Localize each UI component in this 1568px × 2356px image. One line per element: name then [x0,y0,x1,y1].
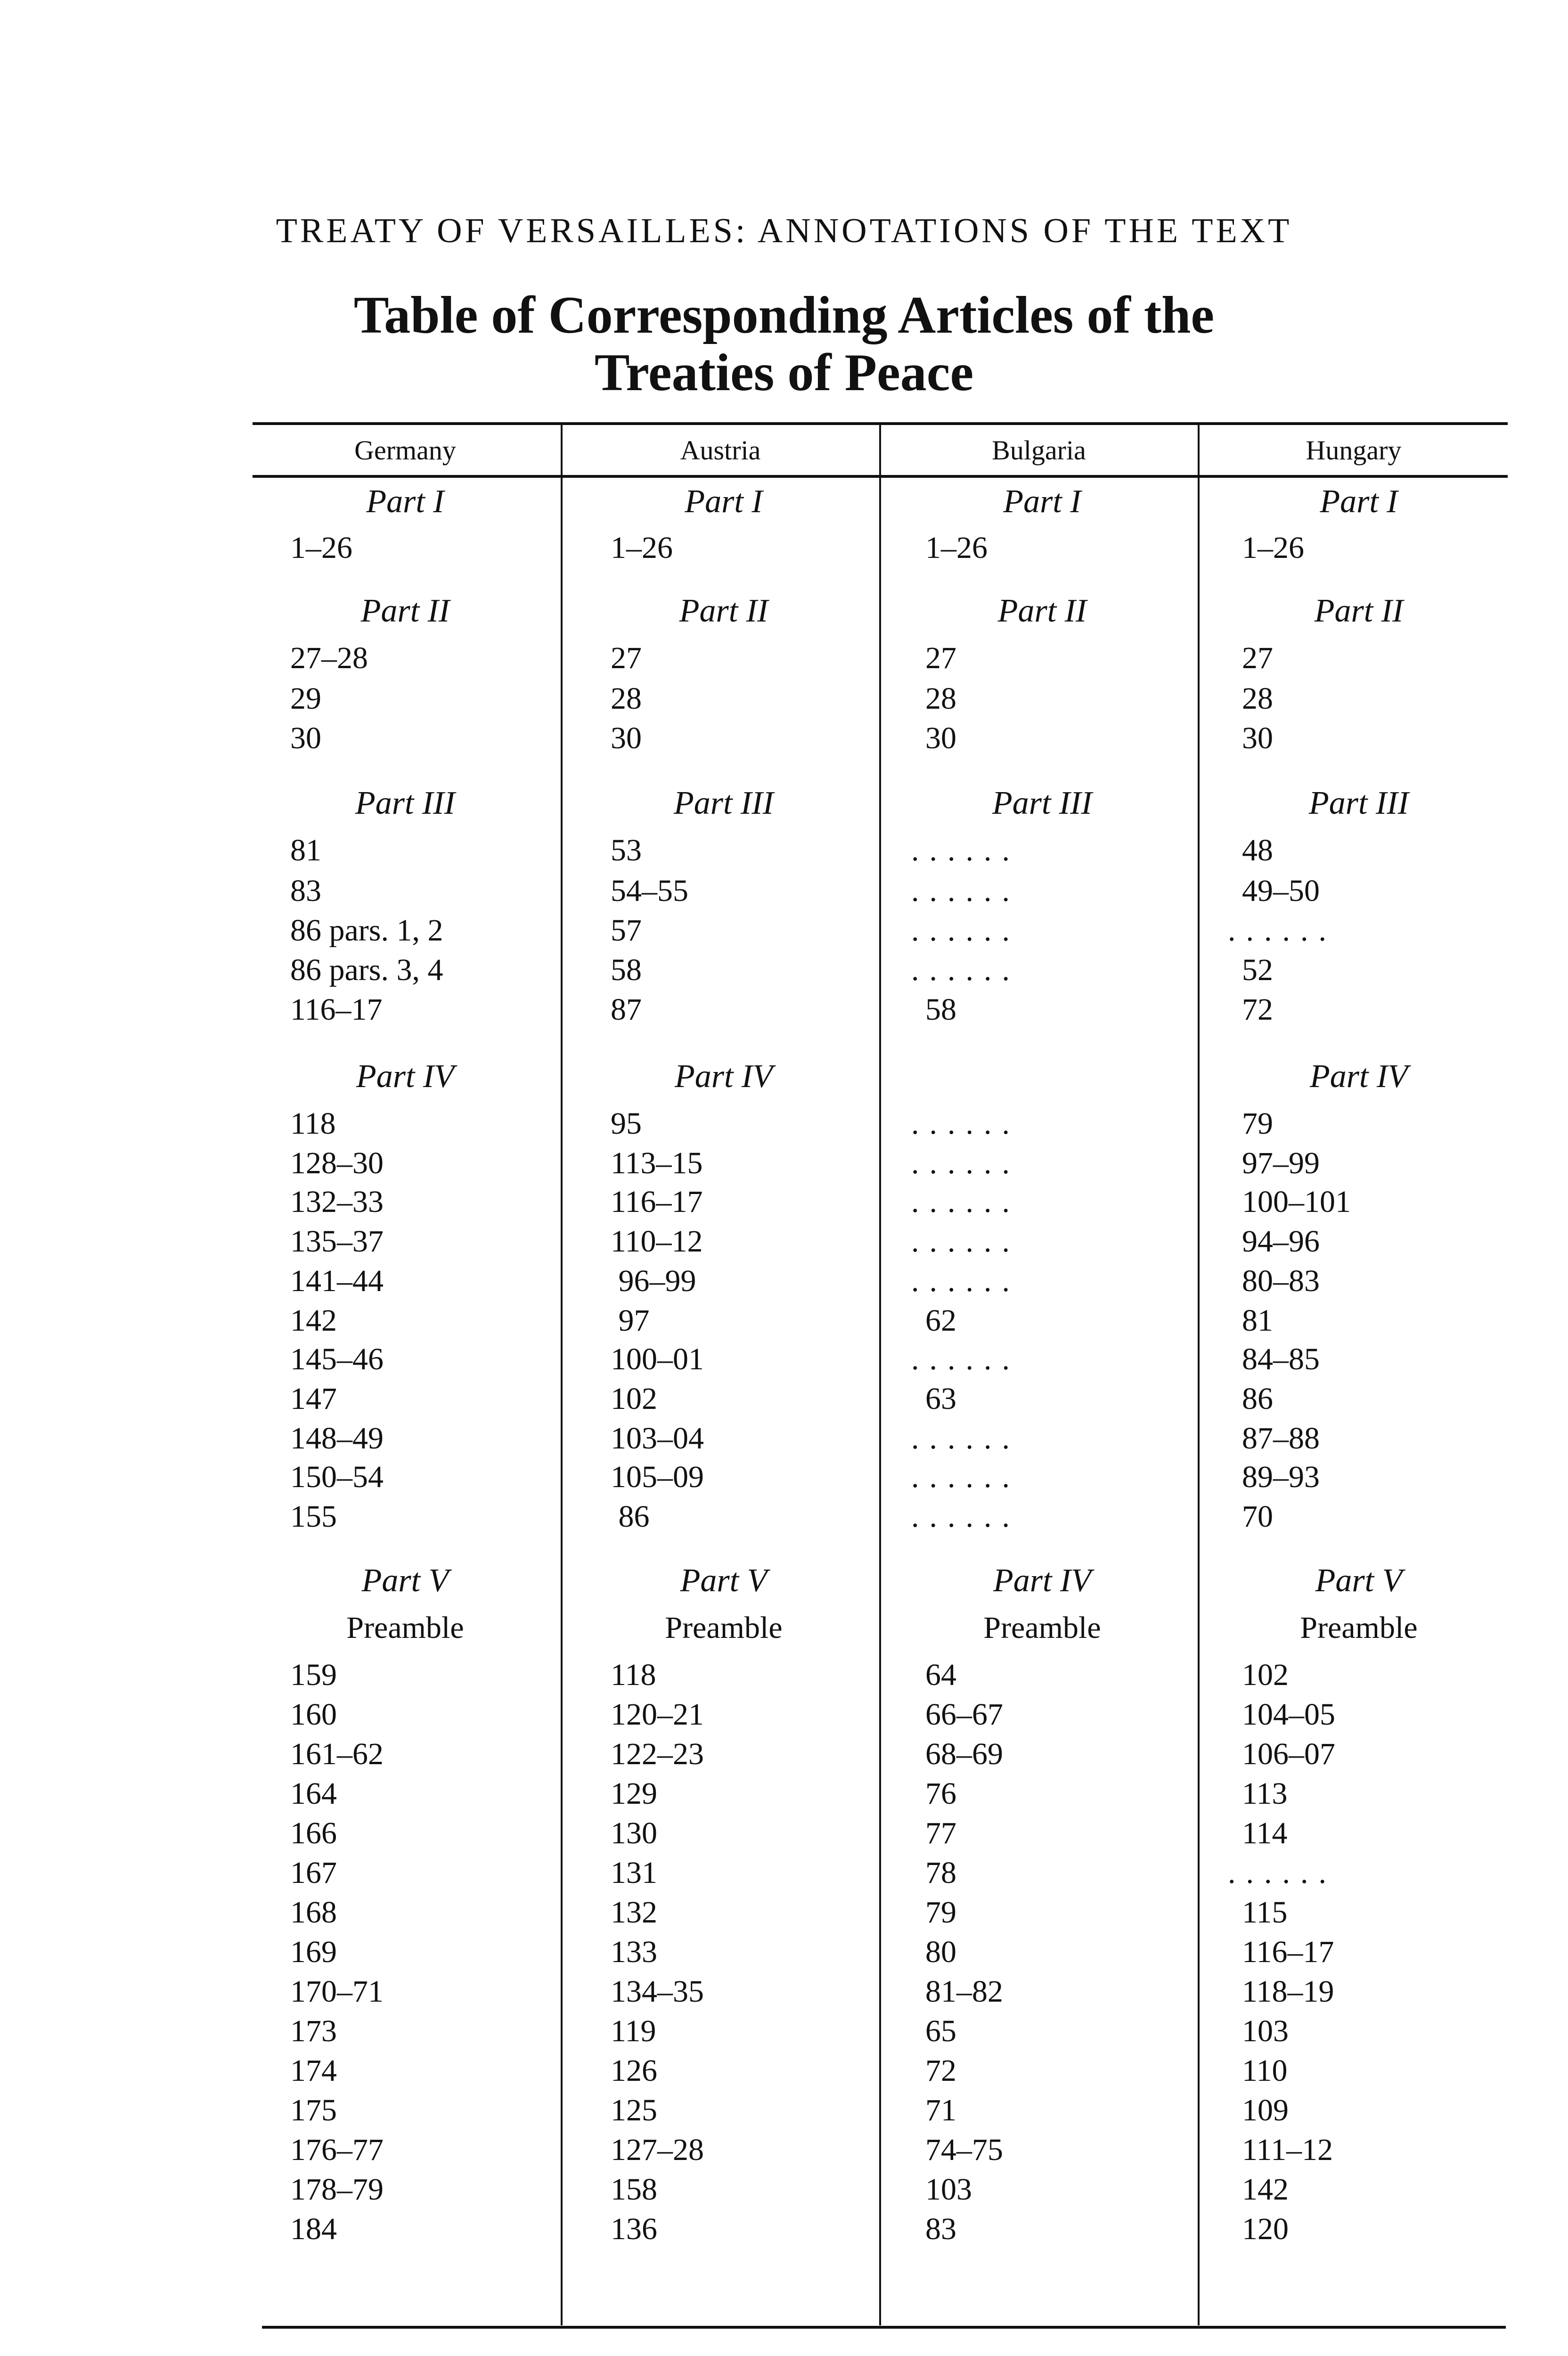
column-separator-2 [879,424,881,2325]
page-title [0,286,1568,401]
column-header-hungary: Hungary [1306,435,1402,466]
no-equivalent-dots: ...... [1228,913,1337,948]
article-cell: 159 [290,1658,337,1692]
article-cell: 81 [290,833,321,867]
article-cell: 97–99 [1242,1146,1320,1180]
article-cell: 28 [611,681,642,716]
part-heading: Part III [992,785,1092,821]
article-cell: 158 [611,2172,657,2207]
article-cell: 116–17 [290,992,383,1027]
article-cell: 170–71 [290,1974,384,2009]
article-cell: 166 [290,1816,337,1850]
article-cell: 66–67 [925,1697,1003,1732]
article-cell: 102 [1242,1658,1289,1692]
article-cell: 70 [1242,1499,1273,1534]
article-cell: 97 [611,1303,650,1338]
article-cell: 142 [290,1303,337,1338]
article-cell: 110 [1242,2053,1288,2088]
article-cell: 72 [925,2053,956,2088]
part-heading: Part I [366,483,444,520]
preamble-label: Preamble [1300,1611,1418,1645]
article-cell: 120 [1242,2212,1289,2246]
article-cell: 178–79 [290,2172,384,2207]
part-heading: Part IV [674,1058,773,1095]
no-equivalent-dots: ...... [911,1264,1020,1298]
article-cell: 118 [290,1106,336,1141]
article-cell: 80 [925,1935,956,1969]
part-heading: Part IV [993,1562,1092,1599]
part-heading: Part III [1309,785,1409,821]
part-heading: Part II [1314,593,1404,629]
article-cell: 79 [925,1895,956,1930]
no-equivalent-dots: ...... [911,1499,1020,1534]
no-equivalent-dots: ...... [911,1224,1020,1259]
article-cell: 126 [611,2053,657,2088]
part-heading: Part III [355,785,455,821]
article-cell: 174 [290,2053,337,2088]
article-cell: 30 [611,721,642,755]
article-cell: 114 [1242,1816,1288,1850]
article-cell: 109 [1242,2093,1289,2127]
title-line-1: Table of Corresponding Articles of the [353,286,1215,344]
article-cell: 86 pars. 1, 2 [290,913,443,948]
no-equivalent-dots: ...... [911,1106,1020,1141]
article-cell: 127–28 [611,2133,704,2167]
article-cell: 79 [1242,1106,1273,1141]
article-cell: 131 [611,1856,657,1890]
article-cell: 48 [1242,833,1273,867]
no-equivalent-dots: ...... [911,1460,1020,1494]
article-cell: 58 [611,953,642,987]
article-cell: 30 [1242,721,1273,755]
article-cell: 168 [290,1895,337,1930]
article-cell: 54–55 [611,874,688,908]
article-cell: 95 [611,1106,642,1141]
article-cell: 62 [925,1303,956,1338]
part-heading: Part V [1315,1562,1403,1599]
article-cell: 120–21 [611,1697,704,1732]
no-equivalent-dots: ...... [911,913,1020,948]
article-cell: 27–28 [290,641,368,675]
article-cell: 136 [611,2212,657,2246]
article-cell: 30 [290,721,321,755]
article-cell: 52 [1242,953,1273,987]
article-cell: 161–62 [290,1737,384,1771]
column-header-bulgaria: Bulgaria [992,435,1086,466]
article-cell: 111–12 [1242,2133,1333,2167]
article-cell: 87 [611,992,642,1027]
article-cell: 58 [925,992,956,1027]
article-cell: 118 [611,1658,656,1692]
article-cell: 104–05 [1242,1697,1335,1732]
article-cell: 148–49 [290,1421,384,1456]
part-heading: Part II [360,593,450,629]
article-cell: 184 [290,2212,337,2246]
article-cell: 113 [1242,1776,1288,1811]
no-equivalent-dots: ...... [1228,1856,1337,1890]
column-header-austria: Austria [680,435,761,466]
article-cell: 71 [925,2093,956,2127]
article-cell: 53 [611,833,642,867]
article-cell: 28 [1242,681,1273,716]
column-separator-3 [1198,424,1200,2325]
part-heading: Part V [680,1562,768,1599]
article-cell: 57 [611,913,642,948]
part-heading: Part IV [1309,1058,1408,1095]
article-cell: 81 [1242,1303,1273,1338]
article-cell: 173 [290,2014,337,2048]
article-cell: 1–26 [290,531,352,565]
article-cell: 129 [611,1776,657,1811]
no-equivalent-dots: ...... [911,874,1020,908]
title-line-2: Treaties of Peace [594,344,974,402]
article-cell: 64 [925,1658,956,1692]
article-cell: 115 [1242,1895,1288,1930]
article-cell: 83 [925,2212,956,2246]
article-cell: 116–17 [611,1185,703,1219]
article-cell: 27 [611,641,642,675]
article-cell: 175 [290,2093,337,2127]
article-cell: 106–07 [1242,1737,1335,1771]
article-cell: 76 [925,1776,956,1811]
article-cell: 128–30 [290,1146,384,1180]
no-equivalent-dots: ...... [911,1146,1020,1180]
article-cell: 81–82 [925,1974,1003,2009]
part-heading: Part III [674,785,774,821]
article-cell: 132 [611,1895,657,1930]
part-heading: Part V [361,1562,449,1599]
article-cell: 145–46 [290,1342,384,1376]
article-cell: 68–69 [925,1737,1003,1771]
article-cell: 80–83 [1242,1264,1320,1298]
part-heading: Part II [679,593,768,629]
article-cell: 103 [925,2172,972,2207]
article-cell: 118–19 [1242,1974,1334,2009]
article-cell: 49–50 [1242,874,1320,908]
article-cell: 155 [290,1499,337,1534]
article-cell: 74–75 [925,2133,1003,2167]
table-bottom-rule [262,2326,1506,2329]
article-cell: 130 [611,1816,657,1850]
article-cell: 86 [1242,1382,1273,1416]
article-cell: 1–26 [611,531,673,565]
article-cell: 122–23 [611,1737,704,1771]
column-header-germany: Germany [354,435,456,466]
part-heading: Part I [685,483,763,520]
article-cell: 119 [611,2014,656,2048]
article-cell: 132–33 [290,1185,384,1219]
article-cell: 142 [1242,2172,1289,2207]
article-cell: 86 [611,1499,650,1534]
column-separator-1 [561,424,563,2325]
no-equivalent-dots: ...... [911,833,1020,867]
preamble-label: Preamble [665,1611,783,1645]
article-cell: 83 [290,874,321,908]
article-cell: 89–93 [1242,1460,1320,1494]
article-cell: 27 [1242,641,1273,675]
article-cell: 1–26 [1242,531,1304,565]
part-heading: Part II [997,593,1087,629]
preamble-label: Preamble [346,1611,464,1645]
article-cell: 28 [925,681,956,716]
article-cell: 77 [925,1816,956,1850]
article-cell: 150–54 [290,1460,384,1494]
article-cell: 94–96 [1242,1224,1320,1259]
article-cell: 87–88 [1242,1421,1320,1456]
article-cell: 113–15 [611,1146,703,1180]
article-cell: 135–37 [290,1224,384,1259]
article-cell: 100–01 [611,1342,704,1376]
article-cell: 63 [925,1382,956,1416]
article-cell: 116–17 [1242,1935,1334,1969]
part-heading: Part IV [356,1058,455,1095]
no-equivalent-dots: ...... [911,953,1020,987]
article-cell: 133 [611,1935,657,1969]
article-cell: 1–26 [925,531,988,565]
part-heading: Part I [1320,483,1398,520]
running-head: TREATY OF VERSAILLES: ANNOTATIONS OF THE TEXT [276,212,1292,250]
article-cell: 147 [290,1382,337,1416]
no-equivalent-dots: ...... [911,1342,1020,1376]
preamble-label: Preamble [983,1611,1101,1645]
article-cell: 30 [925,721,956,755]
no-equivalent-dots: ...... [911,1185,1020,1219]
article-cell: 160 [290,1697,337,1732]
article-cell: 105–09 [611,1460,704,1494]
article-cell: 125 [611,2093,657,2127]
article-cell: 169 [290,1935,337,1969]
article-cell: 72 [1242,992,1273,1027]
article-cell: 29 [290,681,321,716]
article-cell: 167 [290,1856,337,1890]
article-cell: 84–85 [1242,1342,1320,1376]
article-cell: 102 [611,1382,657,1416]
article-cell: 65 [925,2014,956,2048]
article-cell: 141–44 [290,1264,384,1298]
article-cell: 100–101 [1242,1185,1351,1219]
article-cell: 164 [290,1776,337,1811]
article-cell: 176–77 [290,2133,384,2167]
article-cell: 110–12 [611,1224,703,1259]
article-cell: 27 [925,641,956,675]
article-cell: 134–35 [611,1974,704,2009]
article-cell: 103–04 [611,1421,704,1456]
article-cell: 86 pars. 3, 4 [290,953,443,987]
article-cell: 78 [925,1856,956,1890]
no-equivalent-dots: ...... [911,1421,1020,1456]
part-heading: Part I [1003,483,1081,520]
article-cell: 103 [1242,2014,1289,2048]
article-cell: 96–99 [611,1264,696,1298]
